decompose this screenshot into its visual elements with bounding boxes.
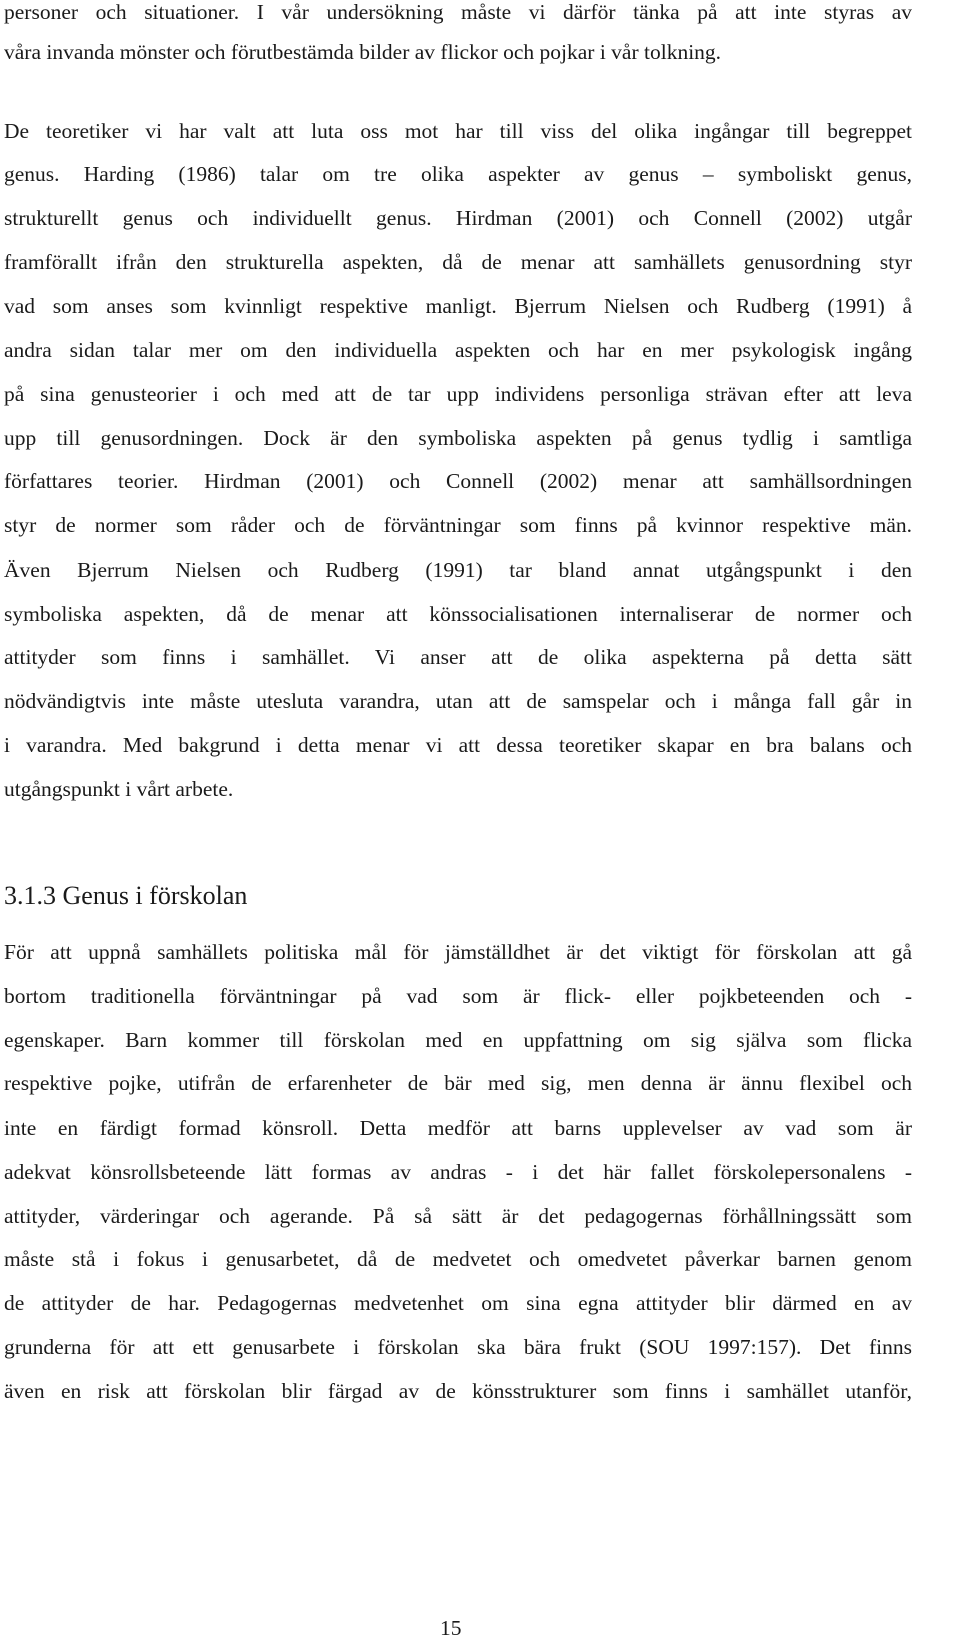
text-line: i varandra. Med bakgrund i detta menar vi att dessa teoretiker skapar en bra balans och [4,733,912,757]
text-line: andra sidan talar mer om den individuella aspekten och har en mer psykologisk ingång [4,338,912,362]
text-line: attityder, värderingar och agerande. På så sätt är det pedagogernas förhållningssätt som [4,1204,912,1228]
text-line: de attityder de har. Pedagogernas medvetenhet om sina egna attityder blir därmed en av [4,1291,912,1315]
text-line: adekvat könsrollsbeteende lätt formas av andras - i det här fallet förskolepersonalens - [4,1160,912,1184]
text-line: strukturellt genus och individuellt genus. Hirdman (2001) och Connell (2002) utgår [4,206,912,230]
text-line: genus. Harding (1986) talar om tre olika aspekter av genus – symboliskt genus, [4,162,912,186]
text-line: bortom traditionella förväntningar på vad som är flick- eller pojkbeteenden och - [4,984,912,1008]
text-line: inte en färdigt formad könsroll. Detta medför att barns upplevelser av vad som är [4,1116,912,1140]
text-line: attityder som finns i samhället. Vi anser att de olika aspekterna på detta sätt [4,645,912,669]
text-line: egenskaper. Barn kommer till förskolan med en uppfattning om sig själva som flicka [4,1028,912,1052]
text-line: även en risk att förskolan blir färgad av de könsstrukturer som finns i samhället utanför, [4,1379,912,1403]
text-line: symboliska aspekten, då de menar att könssocialisationen internaliserar de normer och [4,602,912,626]
text-line: på sina genusteorier i och med att de tar upp individens personliga strävan efter att leva [4,382,912,406]
text-line: grunderna för att ett genusarbete i förskolan ska bära frukt (SOU 1997:157). Det finns [4,1335,912,1359]
text-line: måste stå i fokus i genusarbetet, då de medvetet och omedvetet påverkar barnen genom [4,1247,912,1271]
text-line: För att uppnå samhällets politiska mål för jämställdhet är det viktigt för förskolan att gå [4,940,912,964]
text-line: författares teorier. Hirdman (2001) och Connell (2002) menar att samhällsordningen [4,469,912,493]
section-heading: 3.1.3 Genus i förskolan [4,881,248,910]
page-number: 15 [440,1616,462,1640]
text-line: vad som anses som kvinnligt respektive manligt. Bjerrum Nielsen och Rudberg (1991) å [4,294,912,318]
text-line: nödvändigtvis inte måste utesluta varandra, utan att de samspelar och i många fall går in [4,689,912,713]
text-line: Även Bjerrum Nielsen och Rudberg (1991) tar bland annat utgångspunkt i den [4,558,912,582]
text-line: våra invanda mönster och förutbestämda bilder av flickor och pojkar i vår tolkning. [4,40,722,64]
text-line: De teoretiker vi har valt att luta oss mot har till viss del olika ingångar till begreppet [4,119,912,143]
text-line: upp till genusordningen. Dock är den symboliska aspekten på genus tydlig i samtliga [4,426,912,450]
text-line: utgångspunkt i vårt arbete. [4,777,234,801]
text-line: framförallt ifrån den strukturella aspekten, då de menar att samhällets genusordning styr [4,250,912,274]
text-line: personer och situationer. I vår undersökning måste vi därför tänka på att inte styras av [4,0,912,24]
text-line: styr de normer som råder och de förväntningar som finns på kvinnor respektive män. [4,513,912,537]
text-line: respektive pojke, utifrån de erfarenheter de bär med sig, men denna är ännu flexibel och [4,1071,912,1095]
